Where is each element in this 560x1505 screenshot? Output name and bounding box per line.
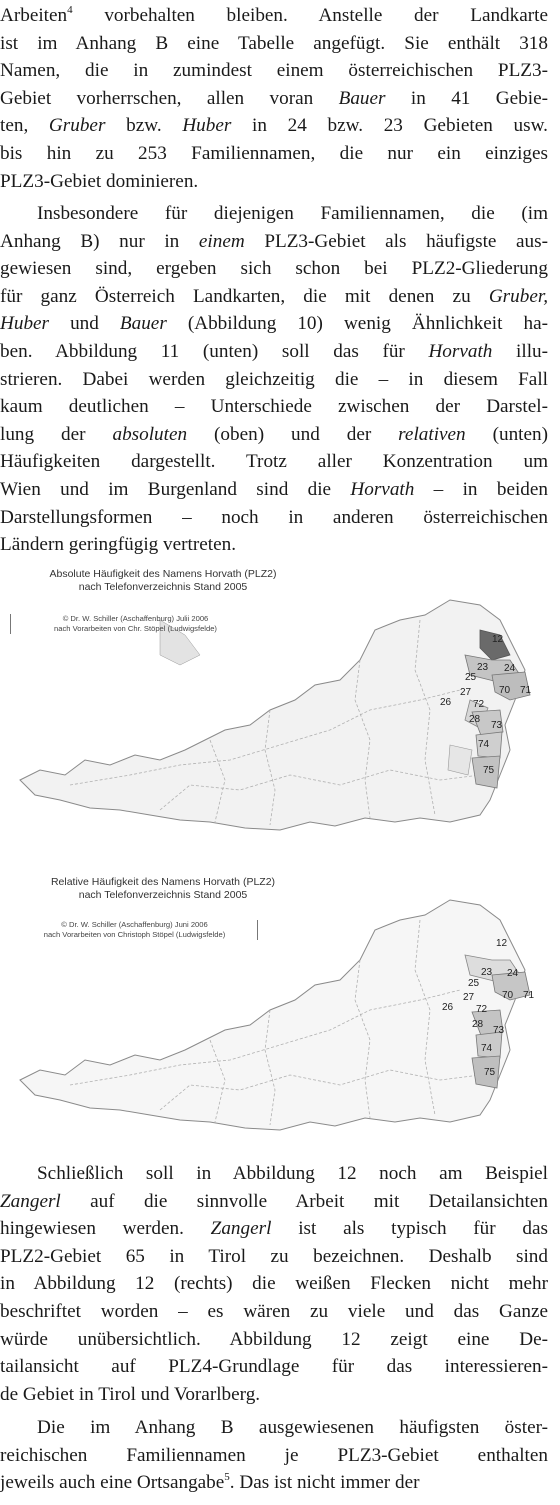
line-text: Ländern geringfügig vertreten.: [0, 534, 237, 556]
line-text: Namen, die in zumindest einem österreichischen PLZ3-: [0, 60, 548, 82]
paragraph-1: [0, 2, 548, 195]
line-text: Darstellungsformen – noch in anderen österreichischen: [0, 506, 548, 528]
region-label-75: 75: [483, 765, 495, 776]
austria-outline: [20, 600, 525, 830]
paragraph2-line: [0, 310, 548, 338]
footnote-marker: 4: [67, 4, 73, 16]
region-label-71: 71: [523, 990, 535, 1001]
region-label-28: 28: [472, 1019, 484, 1030]
paragraph3-line: [0, 1188, 548, 1216]
paragraph2-line: [0, 255, 548, 283]
region-label-28: 28: [469, 714, 481, 725]
figure-bottom-title-line2: nach Telefonverzeichnis Stand 2005: [78, 889, 248, 901]
line-text: de Gebiet in Tirol und Vorarlberg.: [0, 1383, 261, 1405]
paragraph3-line: [0, 1298, 548, 1326]
paragraph1-line: [0, 140, 548, 168]
region-label-72: 72: [473, 699, 485, 710]
paragraph2-line: [0, 393, 548, 421]
line-text: – in beiden: [414, 478, 548, 500]
figure-top-title-line1: Absolute Häufigkeit des Namens Horvath (PLZ2): [49, 568, 277, 580]
paragraph2-line: [0, 421, 548, 449]
paragraph4-line: [0, 1442, 548, 1470]
paragraph1-line: [0, 2, 548, 30]
emphasized-text: Bauer: [338, 87, 386, 109]
emphasized-text: Horvath: [350, 478, 415, 500]
region-label-26: 26: [440, 697, 452, 708]
region-label-12: 12: [492, 634, 504, 645]
line-text: Häufigkeiten dargestellt. Trotz aller Konzentration um: [0, 451, 548, 473]
paragraph1-line: [0, 168, 548, 196]
line-text: kaum deutlichen – Unterschiede zwischen der Darstel-: [0, 396, 548, 418]
line-text: Gebiet vorherrschen, allen voran: [0, 87, 339, 109]
region-label-73: 73: [493, 1025, 505, 1036]
region-label-74: 74: [481, 1043, 493, 1054]
emphasized-text: Gruber: [48, 115, 106, 137]
region-label-73: 73: [491, 720, 503, 731]
figure-top-title: [13, 568, 313, 594]
paragraph2-line: [0, 228, 548, 256]
line-text: jeweils auch eine Ortsangabe: [0, 1472, 225, 1494]
emphasized-text: Horvath: [428, 340, 493, 362]
line-text: reichischen Familiennamen je PLZ3-Gebiet enthalten: [0, 1444, 548, 1466]
region-label-25: 25: [468, 978, 480, 989]
line-text: in 41 Gebie-: [385, 87, 548, 109]
line-text: Schließlich soll in Abbildung 12 noch am Beispiel: [37, 1163, 548, 1184]
paragraph2-line: [0, 200, 548, 228]
line-text: . Das ist nicht immer der: [229, 1472, 420, 1494]
region-label-24: 24: [507, 968, 519, 979]
figure-bottom-title: [13, 876, 313, 902]
figure-bottom-credit-line1: © Dr. W. Schiller (Aschaffenburg) Juni 2006: [61, 920, 208, 929]
figure-top-credit-line2: nach Vorarbeiten von Chr. Stöpel (Ludwigsfelde): [54, 624, 217, 633]
emphasized-text: Zangerl: [0, 1190, 61, 1212]
line-text: auf die sinnvolle Arbeit mit Detailansichten: [60, 1190, 548, 1212]
line-text: gewiesen sind, ergeben sich schon bei PLZ2-Gliederung: [0, 258, 548, 280]
emphasized-text: Huber: [182, 115, 232, 137]
emphasized-text: Zangerl: [210, 1218, 272, 1240]
region-label-70: 70: [502, 990, 514, 1001]
region-label-71: 71: [520, 685, 532, 696]
line-text: PLZ2-Gebiet 65 in Tirol zu bezeichnen. Deshalb sind: [0, 1245, 548, 1267]
line-text: (unten): [465, 423, 548, 445]
line-text: tailansicht auf PLZ4-Grundlage für das interessieren-: [0, 1356, 548, 1378]
line-text: ten,: [0, 115, 49, 137]
line-text: lung der: [0, 423, 113, 445]
line-text: Anhang B) nur in: [0, 230, 199, 252]
region-label-75: 75: [484, 1067, 496, 1078]
figure-bottom-credit-line2: nach Vorarbeiten von Christoph Stöpel (Ludwigsfelde): [43, 930, 226, 939]
line-text: PLZ3-Gebiet als häufigste aus-: [244, 230, 548, 252]
region-label-27: 27: [460, 687, 472, 698]
paragraph-3: [0, 1160, 548, 1408]
paragraph3-line: [0, 1243, 548, 1271]
region-label-23: 23: [481, 967, 493, 978]
austria-map-relative: [10, 870, 550, 1170]
austria-map-absolute: [10, 560, 550, 870]
paragraph1-line: [0, 112, 548, 140]
line-text: ben. Abbildung 11 (unten) soll das für: [0, 340, 429, 362]
emphasized-text: relativen: [398, 423, 466, 445]
line-text: strieren. Dabei werden gleichzeitig die – in diesem Fall: [0, 368, 548, 390]
line-text: Wien und im Burgenland sind die: [0, 478, 351, 500]
region-label-70: 70: [499, 685, 511, 696]
region-label-12: 12: [496, 938, 508, 949]
region-label-72: 72: [476, 1004, 488, 1015]
line-text: vorbehalten bleiben. Anstelle der Landkarte: [72, 5, 548, 26]
paragraph3-line: [0, 1326, 548, 1354]
paragraph2-line: [0, 448, 548, 476]
paragraph-4: [0, 1414, 548, 1497]
region-label-24: 24: [504, 663, 516, 674]
paragraph1-line: [0, 85, 548, 113]
paragraph-2: [0, 200, 548, 559]
figure-relative-map: [10, 870, 550, 1170]
emphasized-text: Huber: [0, 313, 50, 335]
emphasized-text: einem: [198, 230, 245, 252]
line-text: würde unübersichtlich. Abbildung 12 zeigt eine De-: [0, 1328, 548, 1350]
emphasized-text: Gruber,: [488, 285, 548, 307]
line-text: ist im Anhang B eine Tabelle angefügt. Sie enthält 318: [0, 32, 548, 54]
paragraph3-line: [0, 1160, 548, 1188]
figure-bottom-title-line1: Relative Häufigkeit des Namens Horvath (PLZ2): [50, 876, 276, 888]
paragraph2-line: [0, 338, 548, 366]
paragraph1-line: [0, 30, 548, 58]
line-text: Insbesondere für diejenigen Familiennamen, die (im: [37, 203, 548, 224]
line-text: bis hin zu 253 Familiennamen, die nur ein einziges: [0, 142, 548, 164]
line-text: beschriftet worden – es wären zu viele und das Ganze: [0, 1300, 548, 1322]
figure-top-title-line2: nach Telefonverzeichnis Stand 2005: [78, 581, 248, 593]
paragraph3-line: [0, 1381, 548, 1409]
paragraph3-line: [0, 1215, 548, 1243]
paragraph3-line: [0, 1353, 548, 1381]
line-text: in 24 bzw. 23 Gebieten usw.: [231, 115, 548, 137]
emphasized-text: Bauer: [119, 313, 167, 335]
line-text: Arbeiten: [0, 5, 68, 26]
line-text: hingewiesen werden.: [0, 1218, 211, 1240]
figure-top-credit-line1: © Dr. W. Schiller (Aschaffenburg) Julii 2006: [62, 614, 209, 623]
line-text: Die im Anhang B ausgewiesenen häufigsten öster-: [37, 1417, 548, 1438]
paragraph2-line: [0, 476, 548, 504]
paragraph4-line: [0, 1469, 548, 1497]
region-label-25: 25: [465, 672, 477, 683]
paragraph2-line: [0, 531, 548, 559]
region-label-26: 26: [442, 1002, 454, 1013]
line-text: illu-: [492, 340, 549, 362]
paragraph1-line: [0, 57, 548, 85]
line-text: und: [49, 313, 120, 335]
paragraph2-line: [0, 504, 548, 532]
region-label-23: 23: [477, 662, 489, 673]
paragraph2-line: [0, 366, 548, 394]
paragraph4-line: [0, 1414, 548, 1442]
line-text: PLZ3-Gebiet dominieren.: [0, 170, 199, 192]
footnote-marker: 5: [224, 1471, 230, 1484]
line-text: (oben) und der: [187, 423, 399, 445]
line-text: ist als typisch für das: [271, 1218, 548, 1240]
region-label-27: 27: [463, 992, 475, 1003]
figure-bottom-credit: [10, 920, 258, 940]
emphasized-text: absoluten: [112, 423, 188, 445]
figure-absolute-map: [10, 560, 550, 870]
line-text: für ganz Österreich Landkarten, die mit denen zu: [0, 285, 489, 307]
region-label-74: 74: [478, 739, 490, 750]
line-text: in Abbildung 12 (rechts) die weißen Flecken nicht mehr: [0, 1273, 548, 1295]
paragraph2-line: [0, 283, 548, 311]
figure-top-credit: [10, 614, 258, 634]
paragraph3-line: [0, 1270, 548, 1298]
line-text: (Abbildung 10) wenig Ähnlichkeit ha-: [166, 313, 549, 335]
line-text: bzw.: [105, 115, 183, 137]
